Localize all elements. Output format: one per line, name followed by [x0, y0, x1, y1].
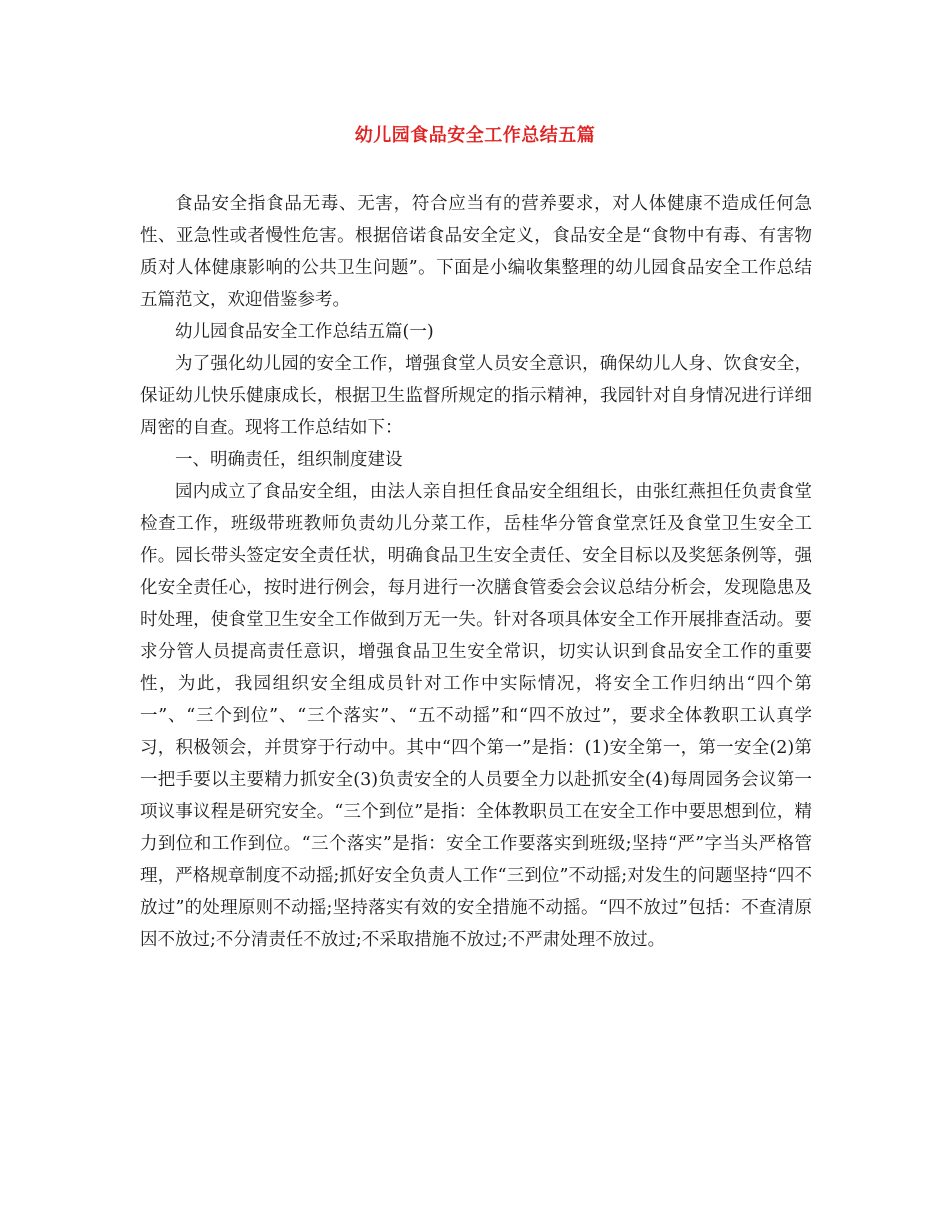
responsibility-paragraph: 园内成立了食品安全组，由法人亲自担任食品安全组组长，由张红燕担任负责食堂检查工作，班级带班教师负责幼儿分菜工作，岳桂华分管食堂烹饪及食堂卫生安全工作。园长带头签定安全责任状，明确食品卫生安全责任、安全目标以及奖惩条例等，强化安全责任心，按时进行例会，每月进行一次膳食管委会会议总结分析会，发现隐患及时处理，使食堂卫生安全工作做到万无一失。针对各项具体安全工作开展排查活动。要求分管人员提高责任意识，增强食品卫生安全常识，切实认识到食品安全工作的重要性，为此，我园组织安全组成员针对工作中实际情况，将安全工作归纳出“四个第一”、“三个到位”、“三个落实”、“五不动摇”和“四不放过”，要求全体教职工认真学习，积极领会，并贯穿于行动中。其中“四个第一”是指：(1)安全第一，第一安全(2)第一把手要以主要精力抓安全(3)负责安全的人员要全力以赴抓安全(4)每周园务会议第一项议事议程是研究安全。“三个到位”是指：全体教职员工在安全工作中要思想到位，精力到位和工作到位。“三个落实”是指：安全工作要落实到班级;坚持“严”字当头严格管理，严格规章制度不动摇;抓好安全负责人工作“三到位”不动摇;对发生的问题坚持“四不放过”的处理原则不动摇;坚持落实有效的安全措施不动摇。“四不放过”包括：不查清原因不放过;不分清责任不放过;不采取措施不放过;不严肃处理不放过。	[140, 482, 812, 950]
section-intro-paragraph: 为了强化幼儿园的安全工作，增强食堂人员安全意识，确保幼儿人身、饮食安全，保证幼儿快乐健康成长，根据卫生监督所规定的指示精神，我园针对自身情况进行详细周密的自查。现将工作总结如下：	[140, 354, 812, 438]
document-title: 幼儿园食品安全工作总结五篇	[354, 125, 596, 146]
intro-paragraph: 食品安全指食品无毒、无害，符合应当有的营养要求，对人体健康不造成任何急性、亚急性或者慢性危害。根据倍诺食品安全定义，食品安全是“食物中有毒、有害物质对人体健康影响的公共卫生问题”。下面是小编收集整理的幼儿园食品安全工作总结五篇范文，欢迎借鉴参考。	[140, 194, 812, 310]
document-body	[140, 188, 812, 956]
section-heading-1: 幼儿园食品安全工作总结五篇(一)	[175, 322, 434, 342]
subsection-heading: 一、明确责任，组织制度建设	[175, 450, 403, 470]
